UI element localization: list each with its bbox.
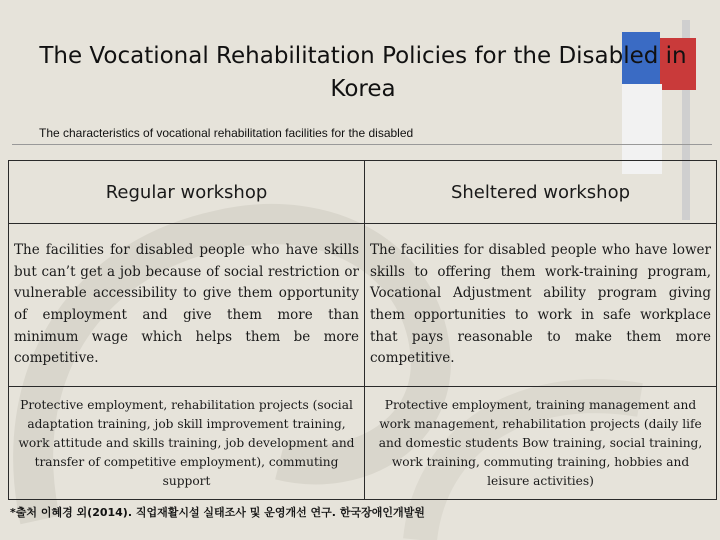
sheltered-workshop-programs: Protective employment, training management and work management, rehabilitation projects (daily life and domestic students Bow training, social training, work training, commuting training, hobbies and leisure activities) (365, 387, 717, 500)
workshop-comparison-table (8, 160, 717, 500)
table-header-row (9, 161, 717, 224)
subtitle-divider (12, 144, 712, 145)
header-regular-workshop: Regular workshop (9, 161, 365, 224)
regular-workshop-programs: Protective employment, rehabilitation projects (social adaptation training, job skill improvement training, work attitude and skills training, job development and transfer of competitive employment), commuting support (9, 387, 365, 500)
source-citation: *출처 이혜경 외(2014). 직업재활시설 실태조사 및 운영개선 연구. 한국장애인개발원 (10, 506, 425, 519)
header-sheltered-workshop: Sheltered workshop (365, 161, 717, 224)
slide-subtitle: The characteristics of vocational rehabilitation facilities for the disabled (39, 126, 414, 140)
table-row-description (9, 224, 717, 387)
slide-title: The Vocational Rehabilitation Policies for the Disabled in Korea (39, 43, 687, 102)
table-row-programs (9, 387, 717, 500)
regular-workshop-description: The facilities for disabled people who have skills but can’t get a job because of social restriction or vulnerable accessibility to give them opportunity of employment and give them more than minimum wage which helps them be more competitive. (9, 224, 365, 387)
sheltered-workshop-description: The facilities for disabled people who have lower skills to offering them work-training program, Vocational Adjustment ability program giving them opportunities to work in safe workplace that pays reasonable to make them more competitive. (365, 224, 717, 387)
